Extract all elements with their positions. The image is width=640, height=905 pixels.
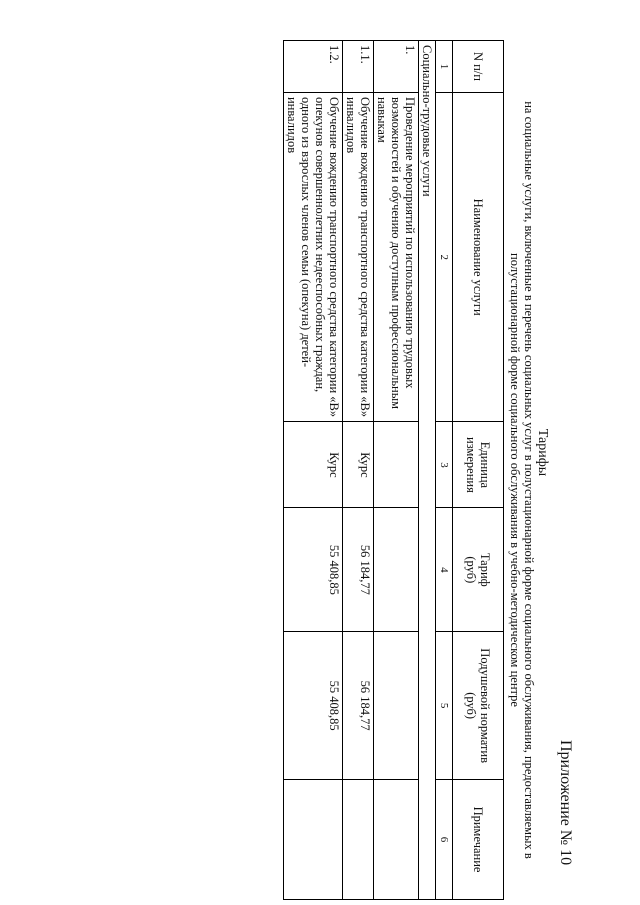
header-name: Наименование услуги [453, 92, 504, 422]
row-norm [374, 632, 419, 780]
row-unit: Курс [343, 422, 374, 508]
tariffs-table [283, 40, 504, 900]
table-row [343, 41, 374, 900]
header-note: Примечание [453, 780, 504, 900]
section-title: Социально-трудовые услуги [419, 41, 436, 900]
header-norm [453, 632, 504, 780]
row-tariff: 55 408,85 [284, 508, 343, 632]
table-row [374, 41, 419, 900]
subtitle-line-2: полустационарной форме социального обслуживания в учебно-методическом центре [508, 253, 522, 707]
header-tariff-unit: (руб) [464, 556, 478, 584]
row-unit [374, 422, 419, 508]
row-tariff: 56 184,77 [343, 508, 374, 632]
row-norm: 55 408,85 [284, 632, 343, 780]
row-norm: 56 184,77 [343, 632, 374, 780]
row-name: Обучение вождению транспортного средства категории «В» инвалидов [343, 92, 374, 422]
header-norm-unit: (руб) [464, 692, 478, 720]
column-number: 5 [436, 632, 453, 780]
column-number: 2 [436, 92, 453, 422]
header-norm-label: Подушевой норматив [478, 648, 492, 763]
row-num: 1. [374, 41, 419, 93]
table-row [284, 41, 343, 900]
section-row [419, 41, 436, 900]
header-unit: Единица измерения [453, 422, 504, 508]
document-subtitle [508, 55, 536, 905]
row-num: 1.2. [284, 41, 343, 93]
header-tariff [453, 508, 504, 632]
row-name: Проведение мероприятий по использованию трудовых возможностей и обучению доступным профессиональным навыкам [374, 92, 419, 422]
row-num: 1.1. [343, 41, 374, 93]
row-tariff [374, 508, 419, 632]
column-number-row [436, 41, 453, 900]
table-header-row [453, 41, 504, 900]
header-tariff-label: Тариф [478, 552, 492, 587]
row-unit: Курс [284, 422, 343, 508]
column-number: 4 [436, 508, 453, 632]
column-number: 3 [436, 422, 453, 508]
row-note [374, 780, 419, 900]
row-note [284, 780, 343, 900]
document-title: Тарифы [535, 428, 550, 477]
column-number: 1 [436, 41, 453, 93]
appendix-label: Приложение № 10 [557, 740, 574, 866]
row-name: Обучение вождению транспортного средства категории «В» опекунов совершеннолетних недееспособных граждан, одного из взрослых членов семьи (опекуна) детей-инвалидов [284, 92, 343, 422]
header-num: N п/п [453, 41, 504, 93]
row-note [343, 780, 374, 900]
column-number: 6 [436, 780, 453, 900]
subtitle-line-1: на социальные услуги, включенные в перечень социальных услуг в полустационарной форме социального обслуживания, предоставляемых в [522, 101, 536, 859]
